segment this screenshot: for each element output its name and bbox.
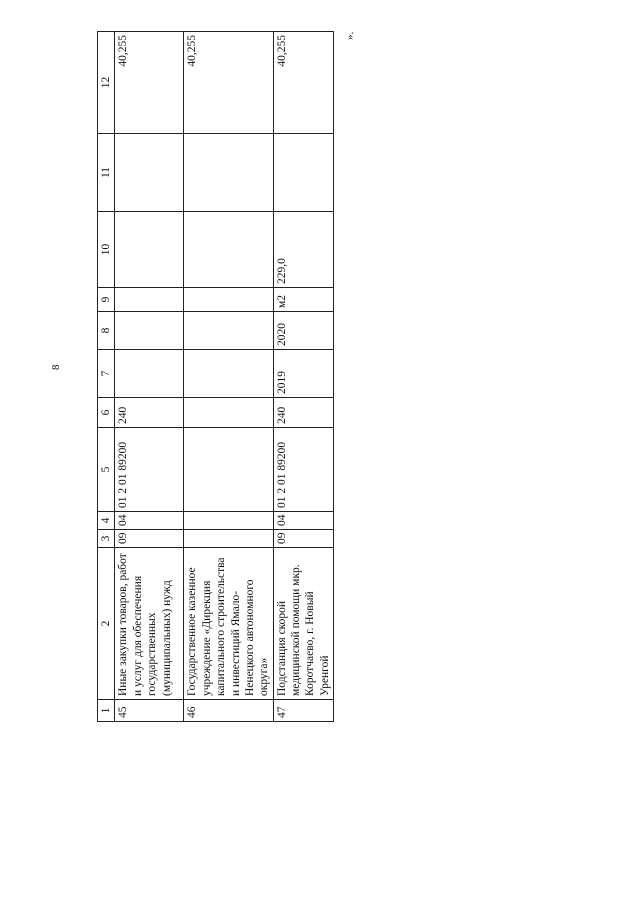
column-header: 11 — [98, 134, 115, 212]
cell-unit: м2 — [273, 288, 334, 312]
cell-target-code: 01 2 01 89200 — [273, 428, 334, 512]
cell-expense-type — [184, 398, 273, 428]
row-number: 45 — [115, 700, 184, 722]
cell-col11 — [273, 134, 334, 212]
cell-target-code — [184, 428, 273, 512]
cell-start-year — [184, 350, 273, 398]
cell-unit — [184, 288, 273, 312]
column-header: 12 — [98, 32, 115, 134]
cell-start-year: 2019 — [273, 350, 334, 398]
table-row — [115, 32, 184, 722]
cell-end-year: 2020 — [273, 312, 334, 350]
row-number: 46 — [184, 700, 273, 722]
column-header: 3 — [98, 530, 115, 548]
column-header: 6 — [98, 398, 115, 428]
cell-subsection: 04 — [273, 512, 334, 530]
row-description: Иные закупки товаров, работ и услуг для обеспечения государственных (муниципальных) нужд — [115, 548, 184, 700]
column-header: 9 — [98, 288, 115, 312]
cell-amount: 40,255 — [273, 32, 334, 134]
column-header: 2 — [98, 548, 115, 700]
cell-section: 09 — [273, 530, 334, 548]
cell-capacity — [184, 212, 273, 288]
cell-capacity: 229,0 — [273, 212, 334, 288]
header-row — [98, 32, 115, 722]
cell-capacity — [115, 212, 184, 288]
row-description: Подстанция скорой медицинской помощи мкр. Коротчаево, г. Новый Уренгой — [273, 548, 334, 700]
cell-col11 — [115, 134, 184, 212]
cell-col11 — [184, 134, 273, 212]
cell-amount: 40,255 — [115, 32, 184, 134]
cell-expense-type: 240 — [273, 398, 334, 428]
cell-end-year — [184, 312, 273, 350]
rotated-table-sheet — [97, 32, 337, 722]
cell-end-year — [115, 312, 184, 350]
cell-expense-type: 240 — [115, 398, 184, 428]
table-row — [273, 32, 334, 722]
cell-amount: 40,255 — [184, 32, 273, 134]
column-header: 8 — [98, 312, 115, 350]
cell-section: 09 — [115, 530, 184, 548]
data-table — [97, 31, 334, 722]
cell-start-year — [115, 350, 184, 398]
column-header: 10 — [98, 212, 115, 288]
closing-quote-mark: ». — [344, 31, 356, 40]
column-header: 7 — [98, 350, 115, 398]
cell-section — [184, 530, 273, 548]
cell-target-code: 01 2 01 89200 — [115, 428, 184, 512]
column-header: 4 — [98, 512, 115, 530]
column-header: 1 — [98, 700, 115, 722]
page-number: 8 — [50, 364, 62, 370]
cell-subsection — [184, 512, 273, 530]
row-description: Государственное казенное учреждение «Дирекция капитального строительства и инвестиций Ямало-Ненецкого автономного округа» — [184, 548, 273, 700]
row-number: 47 — [273, 700, 334, 722]
column-header: 5 — [98, 428, 115, 512]
table-row — [184, 32, 273, 722]
cell-unit — [115, 288, 184, 312]
cell-subsection: 04 — [115, 512, 184, 530]
